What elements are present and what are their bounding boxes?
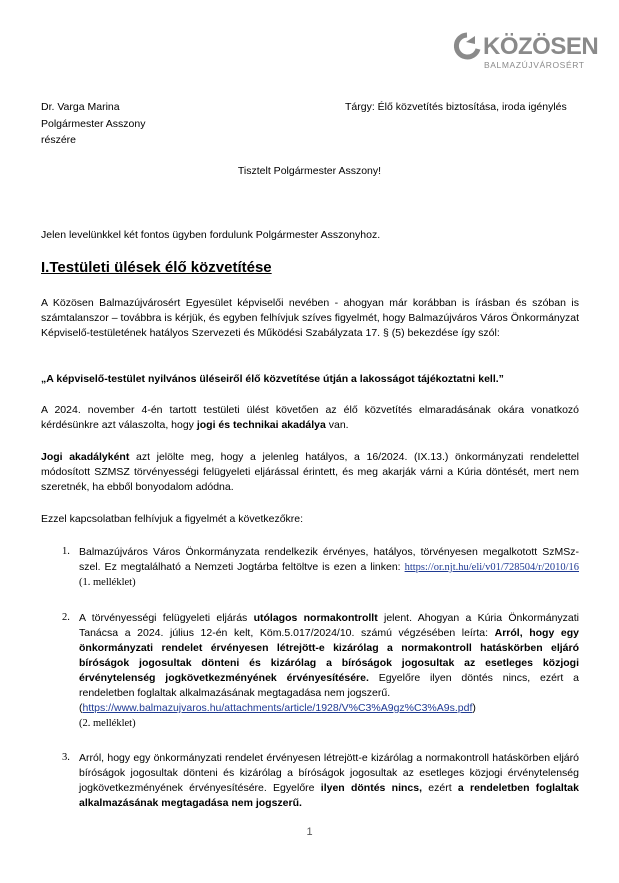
letter-subject: Tárgy: Élő közvetítés biztosítása, iroda igénylés [345, 101, 567, 113]
list-number-2: 2. [62, 612, 70, 623]
logo-wordmark: KÖZÖSEN [483, 33, 599, 60]
list-item-2-text-a: A törvényességi felügyeleti eljárás [79, 612, 254, 624]
list-number-3: 3. [62, 752, 70, 763]
addressee-block [41, 99, 145, 149]
p4-text: azt jelölte meg, hogy a jelenleg hatályos, a 16/2024. (IX.13.) önkormányzati rendelettel módosított SZMSZ törvényességi felügyeleti eljárással érintett, és meg akarják várni a Kúria döntését, mert nem szeretnék, ha ebből bonyodalom adódna. [41, 451, 580, 493]
logo-subtitle: BALMAZÚJVÁROSÉRT [484, 60, 585, 70]
list-item-2-text-c: Egyelőre ilyen döntés nincs, ezért a rendeletben foglaltak alkalmazásának megtagadása nem jogszerű. [79, 672, 579, 699]
list-item-1-text: Balmazújváros Város Önkormányzata rendelkezik érvényes, hatályos, törvényesen megalkotott SzMSz-szel. Ez megtalálható a Nemzeti Jogtárba feltöltve is ezen a linken: [79, 546, 579, 573]
annex-label-1: (1. melléklet) [79, 577, 136, 588]
section-paragraph-4 [41, 450, 579, 495]
list-item-3-bold-a: ilyen döntés nincs, [320, 782, 423, 794]
list-item-2: A törvényességi felügyeleti eljárás utólagos normakontrollt jelent. Ahogyan a Kúria Önkormányzati Tanácsa a 2024. július 12-én kelt, Köm.5.017/2024/10. számú végzésében leírta: Arról, hogy egy önkormányzati rendelet érvényesen létrejött-e kizárólag a normakontroll hatáskörben eljáró bíróságok jogosultak dönteni és kizárólag a bíróságok jogosultak az esetleges közjogi érvénytelenség jogkövetkezményének érvényesítésére. Egyelőre ilyen döntés nincs, ezért a rendeletben foglaltak alkalmazásának megtagadása nem jogszerű. (https://www.balmazujvaros.hu/attachments/article/1928/V%C3%A9gz%C3%A9s.pdf) (2. melléklet) [79, 612, 579, 729]
list-number-1: 1. [62, 546, 70, 557]
kozosen-logo-mark-icon [453, 32, 481, 62]
intro-paragraph: Jelen levelünkkel két fontos ügyben fordulunk Polgármester Asszonyhoz. [41, 229, 381, 241]
addressee-name: Dr. Varga Marina [41, 101, 120, 113]
vegzes-link[interactable]: https://www.balmazujvaros.hu/attachments/article/1928/V%C3%A9gz%C3%A9s.pdf [82, 702, 473, 714]
p3-text-c: van. [325, 419, 349, 431]
section-heading: I.Testületi ülések élő közvetítése [41, 259, 272, 276]
list-item-2-bold-a: utólagos normakontrollt [253, 612, 378, 624]
section-paragraph-5: Ezzel kapcsolatban felhívjuk a figyelmét a következőkre: [41, 513, 304, 525]
list-item-1 [79, 545, 579, 590]
addressee-suffix: részére [41, 134, 77, 146]
njt-link[interactable]: https://or.njt.hu/eli/v01/728504/r/2010/16 [404, 562, 580, 573]
p3-text-a: A 2024. november 4-én tartott testületi ülést követően az élő közvetítés elmaradásának okára vonatkozó kérdésünkre azt válaszolta, hogy [41, 404, 579, 431]
list-item-3-text-b: ezért [422, 782, 458, 794]
list-item-2-bold-b: Arról, hogy egy önkormányzati rendelet érvényesen létrejött-e kizárólag a normakontroll hatáskörben eljáró bíróságok jogosultak dönteni és kizárólag a bíróságok jogosultak az esetleges közjogi érvénytelenség jogkövetkezményének érvényesítésére. [79, 627, 579, 684]
list-item-2-text-b: jelent. Ahogyan a Kúria Önkormányzati Tanácsa a 2024. július 12-én kelt, Köm.5.017/2024/10. számú végzésében leírta: [79, 612, 579, 639]
section-paragraph-1: A Közösen Balmazújvárosért Egyesület képviselői nevében - ahogyan már korábban is írásban és szóban is számtalanszor – továbbra is kérjük, és egyben felhívjuk szíves figyelmét, hogy Balmazújváros Város Önkormányzat Képviselő-testületének hatályos Szervezeti és Működési Szabályzata 17. § (5) bekezdése így szól: [41, 297, 579, 339]
addressee-title: Polgármester Asszony [41, 117, 146, 130]
page-number: 1 [306, 826, 313, 838]
organization-logo [453, 32, 599, 80]
p3-text-bold: jogi és technikai akadálya [196, 419, 326, 431]
p4-text-bold: Jogi akadályként [41, 451, 130, 463]
annex-label-2: (2. melléklet) [79, 718, 136, 729]
quote-paragraph: „A képviselő-testület nyilvános üléseiről élő közvetítése útján a lakosságot tájékoztatni kell.” [41, 373, 504, 385]
greeting: Tisztelt Polgármester Asszony! [237, 165, 382, 177]
section-paragraph-3 [41, 403, 579, 433]
list-item-3 [79, 751, 579, 811]
list-item-3-text-a: Arról, hogy egy önkormányzati rendelet érvényesen létrejött-e kizárólag a normakontroll hatáskörben eljáró bíróságok jogosultak dönteni és kizárólag a bíróságok jogosultak az esetleges közjogi érvénytelenség jogkövetkezményének érvényesítésére. Egyelőre [79, 752, 579, 794]
list-item-3-bold-b: a rendeletben foglaltak alkalmazásának megtagadása nem jogszerű. [79, 782, 579, 809]
